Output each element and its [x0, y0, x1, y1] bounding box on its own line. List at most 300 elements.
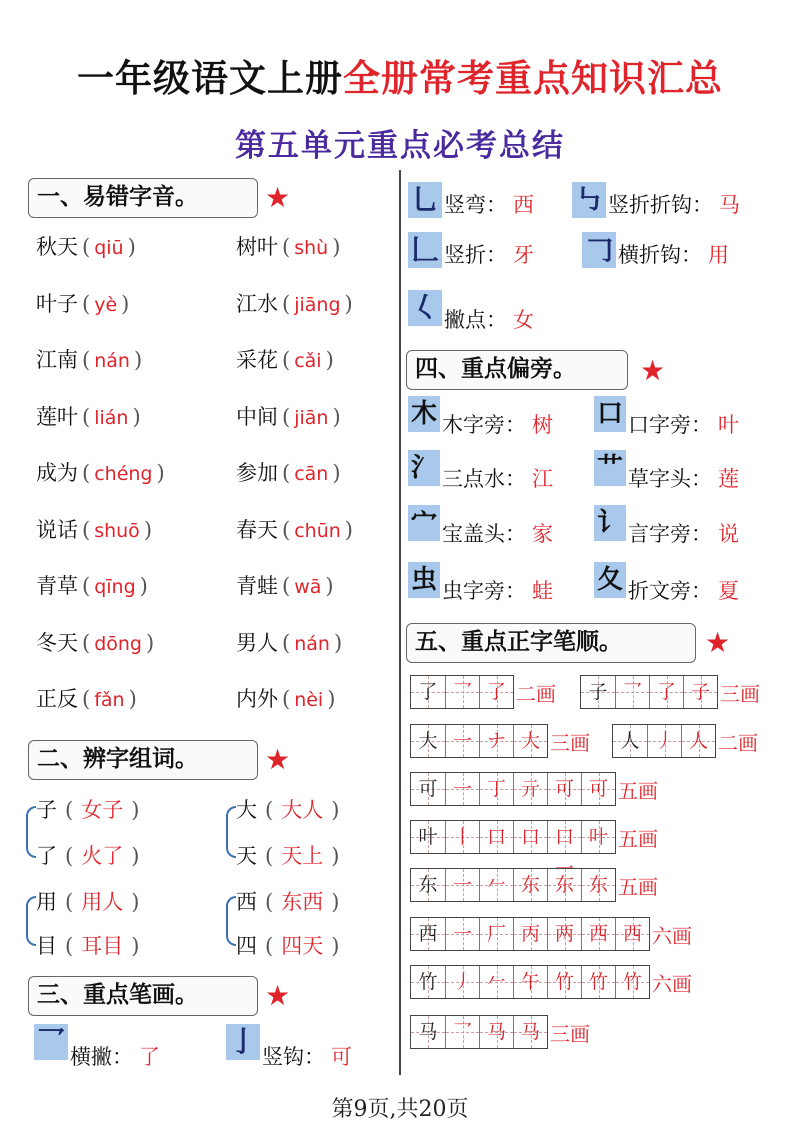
stroke-item: [618, 240, 729, 270]
stroke-step-cell: [581, 918, 615, 950]
paren-close: ): [146, 631, 155, 655]
stroke-step-cell: [445, 1016, 479, 1048]
stroke-order-cells: [580, 675, 718, 709]
word-pair: [236, 932, 347, 960]
cell-char: 口: [520, 826, 540, 848]
stroke-step-cell: [615, 676, 649, 708]
paren-close: ): [127, 235, 136, 259]
cell-char: 人: [688, 730, 708, 752]
pinyin-value: jiān: [294, 407, 329, 429]
cell-char: 可: [554, 778, 574, 800]
stroke-example: 女: [513, 308, 534, 332]
pinyin-item: [236, 402, 345, 433]
pinyin-item: [236, 628, 346, 659]
stroke-step-cell: [479, 966, 513, 998]
radical-item: [442, 576, 553, 606]
cell-char: 乛: [452, 681, 472, 703]
paren-open: (: [282, 461, 291, 485]
target-char-cell: [411, 1016, 445, 1048]
radical-item: [442, 464, 553, 494]
pinyin-value: shuō: [94, 520, 140, 542]
cell-char: 子: [690, 681, 710, 703]
stroke-step-cell: [547, 773, 581, 805]
stroke-example: 西: [513, 193, 534, 217]
stroke-step-cell: [513, 869, 547, 901]
pinyin-value: nán: [94, 350, 130, 372]
radical-example: 叶: [718, 413, 739, 437]
cell-char: 大: [418, 730, 438, 752]
pinyin-word: 说话: [36, 518, 78, 542]
paren-open: (: [282, 348, 291, 372]
stroke-count: 六画: [652, 923, 692, 948]
paren-close: ): [344, 518, 353, 542]
cell-char: 一: [452, 778, 472, 800]
pinyin-word: 中间: [236, 405, 278, 429]
page-title: [0, 48, 800, 102]
stroke-step-cell: [513, 918, 547, 950]
section2-title: 二、辨字组词。: [28, 740, 258, 780]
pinyin-word: 叶子: [36, 292, 78, 316]
radical-name: 木字旁：: [442, 413, 526, 437]
stroke-order-row: [410, 724, 590, 758]
pinyin-word: 内外: [236, 687, 278, 711]
stroke-order-row: [612, 724, 758, 758]
pinyin-value: nán: [294, 633, 330, 655]
star-icon: ★: [265, 979, 291, 1012]
stroke-order-cells: [410, 820, 616, 880]
stroke-name: 撇点：: [444, 308, 507, 332]
paren-open: (: [282, 405, 291, 429]
radical-name: 草字头：: [628, 467, 712, 491]
stroke-step-cell: [513, 725, 547, 757]
pair-char: 四: [236, 934, 257, 958]
pair-answer: 天上: [281, 844, 324, 868]
stroke-name: 横撇：: [70, 1045, 133, 1069]
paren-close: ): [332, 461, 341, 485]
stroke-order-cells: [410, 1015, 548, 1049]
column-divider: [399, 170, 401, 1075]
page-subtitle: 第五单元重点必考总结: [235, 128, 565, 164]
target-char-cell: [411, 821, 445, 853]
radical-glyph-icon: 虫: [408, 562, 440, 598]
stroke-order-cells: [410, 868, 616, 902]
pinyin-item: [236, 289, 357, 320]
paren-open: (: [282, 292, 291, 316]
pinyin-word: 成为: [36, 461, 78, 485]
stroke-step-cell: [513, 1016, 547, 1048]
cell-char: 丿: [452, 971, 472, 993]
stroke-count: 五画: [618, 826, 658, 851]
pinyin-word: 青蛙: [236, 574, 278, 598]
section5-title: 五、重点正字笔顺。: [406, 623, 696, 663]
stroke-step-cell: [445, 725, 479, 757]
stroke-step-cell: [445, 869, 479, 901]
stroke-step-cell: [547, 966, 581, 998]
pair-char: 西: [236, 890, 257, 914]
paren-open: (: [65, 844, 74, 868]
stroke-item: [262, 1042, 352, 1072]
stroke-order-row: [410, 917, 692, 951]
paren-open: (: [265, 798, 274, 822]
stroke-step-cell: [479, 773, 513, 805]
stroke-glyph-icon: 乛: [34, 1024, 68, 1060]
stroke-step-cell: [681, 725, 715, 757]
pinyin-word: 秋天: [36, 235, 78, 259]
radical-example: 蛙: [532, 579, 553, 603]
cell-char: 口: [486, 826, 506, 848]
stroke-glyph-icon: 𠃊: [408, 232, 442, 268]
radical-name: 宝盖头：: [442, 522, 526, 546]
pair-answer: 四天: [281, 934, 324, 958]
pinyin-word: 男人: [236, 631, 278, 655]
pinyin-word: 春天: [236, 518, 278, 542]
stroke-step-cell: [479, 869, 513, 901]
pinyin-item: [36, 345, 146, 376]
pinyin-value: fǎn: [94, 689, 125, 711]
stroke-count: 五画: [618, 778, 658, 803]
stroke-order-row: [580, 675, 760, 709]
stroke-count: 六画: [652, 971, 692, 996]
radical-item: [628, 519, 739, 549]
paren-close: ): [156, 461, 165, 485]
stroke-count: 三画: [720, 681, 760, 706]
section4-title: 四、重点偏旁。: [406, 350, 628, 390]
target-char-cell: [411, 966, 445, 998]
brace-icon: [26, 806, 36, 858]
stroke-glyph-icon: ㇉: [572, 182, 606, 218]
stroke-step-cell: [445, 966, 479, 998]
pinyin-value: chūn: [294, 520, 341, 542]
pinyin-item: [236, 571, 338, 602]
pinyin-word: 冬天: [36, 631, 78, 655]
paren-open: (: [282, 631, 291, 655]
radical-item: [628, 464, 739, 494]
paren-close: ): [332, 235, 341, 259]
cell-char: 叶: [418, 826, 438, 848]
paren-close: ): [331, 844, 340, 868]
pinyin-item: [36, 628, 158, 659]
pinyin-word: 莲叶: [36, 405, 78, 429]
stroke-name: 横折钩：: [618, 243, 702, 267]
stroke-order-row: [410, 675, 556, 709]
radical-example: 江: [532, 467, 553, 491]
stroke-glyph-icon: 𠃌: [582, 232, 616, 268]
cell-char: 厂: [486, 923, 506, 945]
cell-char: 东: [418, 874, 438, 896]
radical-glyph-icon: 口: [594, 396, 626, 432]
stroke-step-cell: [581, 869, 615, 901]
pinyin-value: lián: [94, 407, 129, 429]
paren-close: ): [139, 574, 148, 598]
pinyin-item: [36, 458, 169, 489]
stroke-order-cells: [410, 675, 514, 709]
paren-close: ): [131, 844, 140, 868]
stroke-example: 牙: [513, 243, 534, 267]
cell-char: 两: [554, 923, 574, 945]
paren-open: (: [82, 405, 91, 429]
cell-char: 竹: [622, 971, 642, 993]
stroke-count: 五画: [618, 874, 658, 899]
pinyin-word: 采花: [236, 348, 278, 372]
stroke-step-cell: [445, 918, 479, 950]
radical-name: 虫字旁：: [442, 579, 526, 603]
stroke-name: 竖折：: [444, 243, 507, 267]
radical-example: 家: [532, 522, 553, 546]
stroke-step-cell: [513, 821, 547, 853]
pinyin-word: 青草: [36, 574, 78, 598]
stroke-step-cell: [683, 676, 717, 708]
stroke-step-cell: [445, 773, 479, 805]
pinyin-value: qiū: [94, 237, 124, 259]
pair-char: 用: [36, 890, 57, 914]
paren-close: ): [133, 348, 143, 372]
paren-close: ): [333, 631, 343, 655]
pinyin-item: [36, 515, 156, 546]
paren-open: (: [282, 574, 291, 598]
cell-char: 一: [452, 730, 472, 752]
cell-char: 丙: [520, 923, 540, 945]
cell-char: 人: [620, 730, 640, 752]
stroke-item: [444, 305, 534, 335]
pinyin-value: cān: [294, 463, 329, 485]
radical-name: 言字旁：: [628, 522, 712, 546]
brace-icon: [26, 896, 36, 946]
target-char-cell: [581, 676, 615, 708]
word-pair: [36, 842, 147, 870]
pair-char: 目: [36, 934, 57, 958]
stroke-step-cell: [649, 676, 683, 708]
pinyin-item: [36, 232, 140, 263]
paren-open: (: [65, 890, 74, 914]
pair-answer: 火了: [81, 844, 124, 868]
stroke-example: 可: [331, 1045, 352, 1069]
pair-answer: 东西: [281, 890, 324, 914]
pinyin-item: [236, 345, 338, 376]
cell-char: 口一: [554, 826, 574, 880]
pinyin-item: [236, 458, 345, 489]
cell-char: 一: [452, 874, 472, 896]
cell-char: 竹: [418, 971, 438, 993]
cell-char: 丿: [654, 730, 674, 752]
pinyin-item: [236, 515, 357, 546]
star-icon: ★: [705, 626, 731, 659]
cell-char: 西: [418, 923, 438, 945]
word-pair: [236, 796, 347, 824]
pinyin-value: chéng: [94, 463, 153, 485]
radical-example: 夏: [718, 579, 739, 603]
radical-name: 口字旁：: [628, 413, 712, 437]
paren-close: ): [128, 687, 137, 711]
pinyin-value: jiāng: [294, 294, 341, 316]
page-number: 第9页,共20页: [331, 1097, 469, 1122]
radical-glyph-icon: 宀: [408, 505, 440, 541]
stroke-glyph-icon: 亅: [226, 1024, 260, 1060]
stroke-count: 二画: [718, 730, 758, 755]
target-char-cell: [411, 918, 445, 950]
radical-name: 折文旁：: [628, 579, 712, 603]
stroke-step-cell: [547, 821, 581, 880]
pinyin-value: shù: [294, 237, 329, 259]
cell-char: 午: [520, 971, 540, 993]
cell-char: ナ: [486, 730, 506, 752]
brace-icon: [226, 806, 236, 858]
stroke-step-cell: [513, 966, 547, 998]
stroke-name: 竖钩：: [262, 1045, 325, 1069]
paren-open: (: [82, 292, 91, 316]
pinyin-item: [36, 402, 145, 433]
cell-char: 东: [554, 874, 574, 896]
star-icon: ★: [265, 181, 291, 214]
pinyin-item: [236, 232, 344, 263]
stroke-step-cell: [479, 676, 513, 708]
target-char-cell: [411, 676, 445, 708]
stroke-step-cell: [445, 676, 479, 708]
stroke-glyph-icon: 𡿨: [408, 290, 442, 326]
radical-glyph-icon: 夂: [594, 562, 626, 598]
cell-char: 大: [520, 730, 540, 752]
stroke-order-cells: [410, 724, 548, 758]
stroke-order-row: [410, 772, 658, 806]
pinyin-word: 江水: [236, 292, 278, 316]
stroke-order-row: [410, 965, 692, 999]
paren-open: (: [82, 687, 91, 711]
paren-open: (: [82, 235, 91, 259]
cell-char: 一: [452, 923, 472, 945]
cell-char: 马: [418, 1021, 438, 1043]
stroke-step-cell: [547, 869, 581, 901]
cell-char: 竹: [588, 971, 608, 993]
stroke-step-cell: [479, 918, 513, 950]
paren-close: ): [132, 405, 141, 429]
target-char-cell: [613, 725, 647, 757]
paren-open: (: [82, 461, 91, 485]
paren-close: ): [331, 798, 340, 822]
paren-close: ): [327, 687, 336, 711]
pinyin-word: 参加: [236, 461, 278, 485]
cell-char: 马: [520, 1021, 540, 1043]
title-red: 全册常考重点知识汇总: [343, 57, 723, 100]
stroke-example: 用: [708, 243, 729, 267]
paren-close: ): [131, 934, 140, 958]
pinyin-item: [36, 571, 152, 602]
section1-title: 一、易错字音。: [28, 178, 258, 218]
paren-open: (: [82, 574, 91, 598]
cell-char: 亓: [520, 778, 540, 800]
cell-char: 𠂉: [486, 971, 506, 993]
paren-open: (: [82, 631, 91, 655]
radical-name: 三点水：: [442, 467, 526, 491]
radical-glyph-icon: 氵: [408, 450, 440, 486]
pinyin-item: [36, 289, 133, 320]
stroke-order-cells: [410, 965, 650, 999]
stroke-order-row: [410, 868, 658, 902]
paren-open: (: [82, 518, 91, 542]
stroke-step-cell: [513, 773, 547, 805]
pair-answer: 耳目: [81, 934, 124, 958]
cell-char: 西: [588, 923, 608, 945]
stroke-step-cell: [581, 966, 615, 998]
paren-open: (: [265, 844, 274, 868]
word-pair: [236, 888, 347, 916]
pinyin-item: [36, 684, 141, 715]
cell-char: 乛: [622, 681, 642, 703]
radical-glyph-icon: 艹: [594, 450, 626, 486]
pair-char: 子: [36, 798, 57, 822]
brace-icon: [226, 896, 236, 946]
stroke-step-cell: [547, 918, 581, 950]
cell-char: 子: [588, 681, 608, 703]
stroke-step-cell: [581, 773, 615, 805]
stroke-item: [444, 190, 534, 220]
target-char-cell: [411, 725, 445, 757]
paren-open: (: [282, 687, 291, 711]
paren-close: ): [325, 348, 334, 372]
paren-close: ): [331, 890, 340, 914]
pair-answer: 用人: [81, 890, 124, 914]
word-pair: [36, 796, 147, 824]
radical-item: [442, 519, 553, 549]
stroke-step-cell: [479, 821, 513, 853]
pinyin-value: cǎi: [294, 350, 322, 372]
pair-char: 天: [236, 844, 257, 868]
cell-char: 东: [520, 874, 540, 896]
stroke-item: [70, 1042, 160, 1072]
cell-char: 马: [486, 1021, 506, 1043]
cell-char: 叶: [588, 826, 608, 848]
cell-char: 竹: [554, 971, 574, 993]
stroke-item: [444, 240, 534, 270]
cell-char: 乛: [452, 1021, 472, 1043]
radical-example: 树: [532, 413, 553, 437]
cell-char: 𠂉: [486, 874, 506, 896]
stroke-count: 三画: [550, 730, 590, 755]
pinyin-word: 正反: [36, 687, 78, 711]
paren-close: ): [121, 292, 130, 316]
stroke-step-cell: [479, 725, 513, 757]
cell-char: 可: [588, 778, 608, 800]
pair-answer: 女子: [81, 798, 124, 822]
cell-char: 可: [418, 778, 438, 800]
target-char-cell: [411, 869, 445, 901]
cell-char: 丨: [452, 826, 472, 848]
radical-example: 莲: [718, 467, 739, 491]
stroke-step-cell: [445, 821, 479, 853]
word-pair: [36, 888, 147, 916]
word-pair: [36, 932, 147, 960]
paren-close: ): [331, 934, 340, 958]
radical-item: [628, 576, 739, 606]
word-pair: [236, 842, 347, 870]
stroke-step-cell: [479, 1016, 513, 1048]
paren-close: ): [325, 574, 334, 598]
pinyin-value: yè: [94, 294, 118, 316]
paren-open: (: [82, 348, 91, 372]
target-char-cell: [411, 773, 445, 805]
cell-char: 西: [622, 923, 642, 945]
radical-item: [628, 410, 739, 440]
paren-open: (: [265, 934, 274, 958]
paren-open: (: [282, 518, 291, 542]
stroke-order-cells: [410, 917, 650, 951]
stroke-order-cells: [612, 724, 716, 758]
stroke-name: 竖弯：: [444, 193, 507, 217]
paren-open: (: [282, 235, 291, 259]
stroke-step-cell: [615, 918, 649, 950]
paren-open: (: [265, 890, 274, 914]
stroke-order-row: [410, 1015, 590, 1049]
stroke-example: 了: [139, 1045, 160, 1069]
cell-char: 了: [418, 681, 438, 703]
